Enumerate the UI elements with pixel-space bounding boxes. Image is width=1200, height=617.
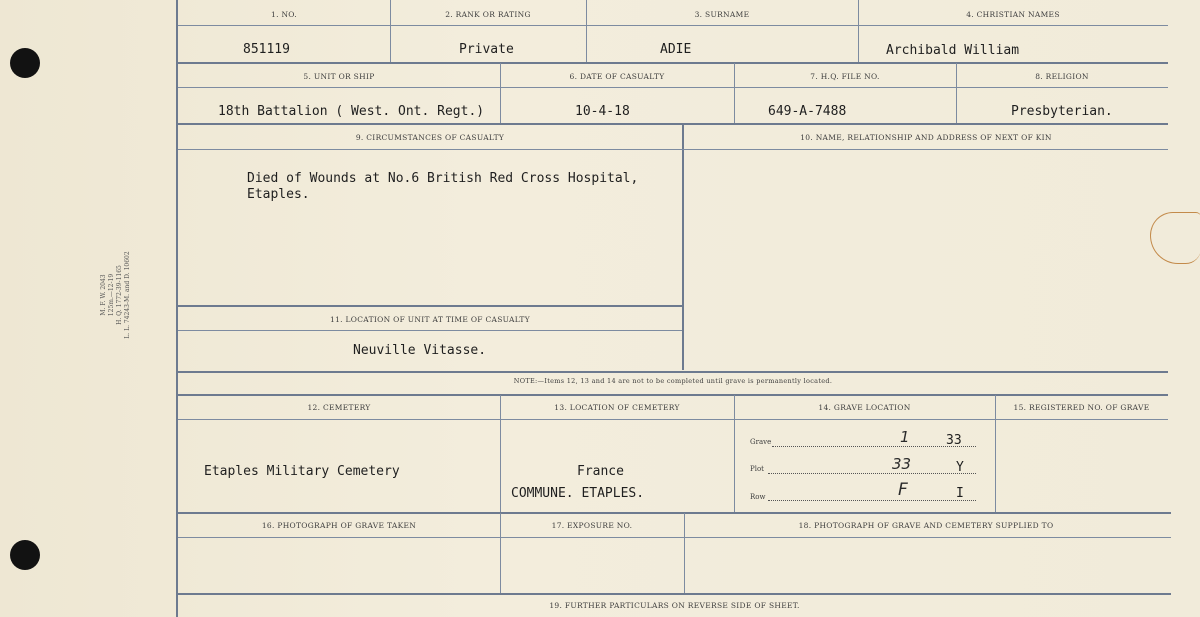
rule — [178, 149, 1168, 150]
date-of-casualty-value: 10-4-18 — [575, 104, 630, 119]
label-registered-no: 15. REGISTERED NO. OF GRAVE — [1013, 403, 1150, 412]
location-cemetery-line-2: COMMUNE. ETAPLES. — [511, 486, 645, 501]
christian-names-value: Archibald William — [886, 43, 1020, 58]
label-circumstances: 9. CIRCUMSTANCES OF CASUALTY — [355, 133, 505, 142]
print-code — [100, 245, 132, 345]
label-unit: 5. UNIT OR SHIP — [303, 72, 375, 81]
rule — [178, 305, 682, 307]
label-further-particulars: 19. FURTHER PARTICULARS ON REVERSE SIDE OF SHEET. — [549, 601, 800, 610]
rule — [178, 593, 1171, 595]
punch-hole-top — [10, 48, 40, 78]
label-photograph: 16. PHOTOGRAPH OF GRAVE TAKEN — [261, 521, 417, 530]
label-christian-names: 4. CHRISTIAN NAMES — [966, 10, 1060, 19]
label-photo-supplied: 18. PHOTOGRAPH OF GRAVE AND CEMETERY SUPPLIED TO — [798, 521, 1054, 530]
rule — [734, 395, 735, 512]
unit-value: 18th Battalion ( West. Ont. Regt.) — [218, 104, 485, 119]
label-location-cemetery: 13. LOCATION OF CEMETERY — [554, 403, 680, 412]
label-rank: 2. RANK OR RATING — [445, 10, 531, 19]
grave-typed: 33 — [946, 433, 962, 448]
print-code-line: 125m.—12-19 — [108, 273, 115, 317]
surname-value: ADIE — [660, 42, 692, 57]
dotted-rule — [768, 473, 976, 474]
plot-typed: Y — [956, 460, 964, 475]
dotted-rule — [768, 500, 976, 501]
print-code-line: M. F. W. 2043 — [100, 274, 107, 316]
edge-tear-mark — [1150, 212, 1200, 264]
rule — [500, 395, 501, 512]
rule — [995, 395, 996, 512]
service-number: 851119 — [243, 42, 290, 57]
print-code-line: L. L. 74243-M. and D. 10602 — [124, 251, 131, 339]
note-text: NOTE:—Items 12, 13 and 14 are not to be completed until grave is permanently located. — [513, 377, 833, 385]
hq-file-value: 649-A-7488 — [768, 104, 847, 119]
rule — [682, 124, 684, 370]
location-cemetery-line-1: France — [577, 464, 624, 479]
rule — [178, 512, 1171, 514]
label-cemetery: 12. CEMETERY — [307, 403, 371, 412]
row-typed: I — [956, 486, 964, 501]
row-handwritten: F — [898, 480, 908, 500]
rule — [178, 394, 1168, 396]
print-code-line: H. Q. 1772-39-1165 — [116, 265, 123, 325]
rule — [178, 123, 1168, 125]
circumstances-line-1: Died of Wounds at No.6 British Red Cross Hospital, — [247, 171, 639, 186]
grave-row-label: Grave — [750, 438, 772, 446]
label-exposure: 17. EXPOSURE NO. — [551, 521, 633, 530]
location-unit-value: Neuville Vitasse. — [353, 343, 487, 358]
label-next-of-kin: 10. NAME, RELATIONSHIP AND ADDRESS OF NEXT OF KIN — [800, 133, 1052, 142]
rule — [178, 87, 1168, 88]
rule — [178, 62, 1168, 64]
cemetery-value: Etaples Military Cemetery — [204, 464, 400, 479]
rule — [178, 25, 1168, 26]
religion-value: Presbyterian. — [1011, 104, 1113, 119]
plot-handwritten: 33 — [892, 455, 912, 473]
label-religion: 8. RELIGION — [1035, 72, 1089, 81]
grave-handwritten: 1 — [900, 428, 910, 446]
circumstances-line-2: Etaples. — [247, 187, 310, 202]
row-row-label: Row — [750, 493, 766, 501]
rule — [178, 419, 1168, 420]
label-date: 6. DATE OF CASUALTY — [569, 72, 665, 81]
label-no: 1. NO. — [271, 10, 297, 19]
rule — [178, 371, 1168, 373]
rank-value: Private — [459, 42, 514, 57]
plot-row-label: Plot — [750, 465, 764, 473]
rule — [178, 537, 1171, 538]
punch-hole-bottom — [10, 540, 40, 570]
label-location-unit: 11. LOCATION OF UNIT AT TIME OF CASUALTY — [330, 315, 530, 324]
label-hq-file: 7. H.Q. FILE NO. — [810, 72, 880, 81]
rule — [178, 330, 682, 331]
label-grave-location: 14. GRAVE LOCATION — [818, 403, 911, 412]
label-surname: 3. SURNAME — [694, 10, 750, 19]
